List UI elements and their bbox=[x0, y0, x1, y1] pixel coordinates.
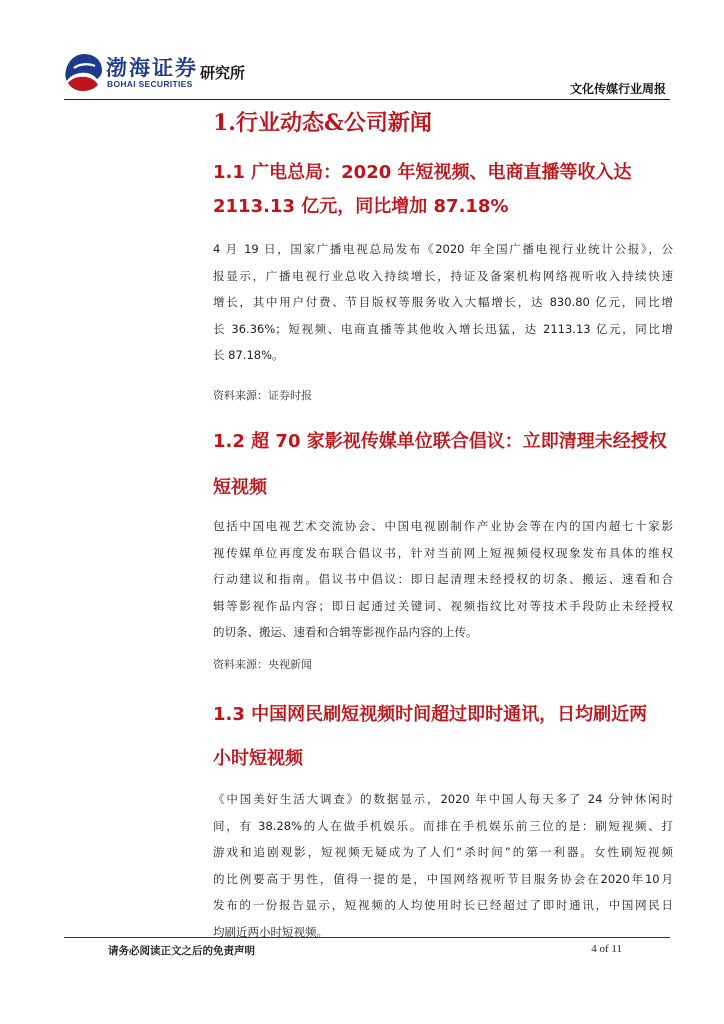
news-body-1-3 bbox=[213, 786, 673, 945]
news-heading-1-3 bbox=[213, 698, 671, 776]
heading-line: 1.1 广电总局：2020 年短视频、电商直播等收入达 bbox=[213, 162, 632, 183]
body-line: 游戏和追剧观影，短视频无疑成为了人们“杀时间”的第一利器。女性刷短视频 bbox=[213, 845, 673, 859]
news-source-1-1: 资料来源：证券时报 bbox=[213, 389, 312, 402]
news-source-1-2: 资料来源：央视新闻 bbox=[213, 658, 312, 671]
body-line: 的比例要高于男性，值得一提的是，中国网络视听节目服务协会在2020年10月 bbox=[213, 871, 673, 886]
body-line: 增长，其中用户付费、节目版权等服务收入大幅增长，达 830.80 亿元，同比增 bbox=[213, 295, 673, 309]
body-line: 《中国美好生活大调查》的数据显示，2020 年中国人每天多了 24 分钟休闲时 bbox=[213, 792, 673, 806]
news-heading-1-2 bbox=[213, 425, 671, 505]
footer-divider bbox=[64, 937, 670, 938]
report-type: 文化传媒行业周报 bbox=[569, 82, 666, 96]
page-header bbox=[0, 0, 724, 100]
body-line: 包括中国电视艺术交流协会、中国电视剧制作产业协会等在内的国内超七十家影 bbox=[213, 519, 673, 533]
logo-en-text: BOHAI SECURITIES bbox=[107, 79, 193, 89]
body-line: 的切条、搬运、速看和合辑等影视作品内容的上传。 bbox=[213, 625, 478, 639]
body-line: 4 月 19 日，国家广播电视总局发布《2020 年全国广播电视行业统计公报》，公 bbox=[213, 242, 673, 256]
disclaimer-note: 请务必阅读正文之后的免责声明 bbox=[108, 945, 255, 957]
news-heading-1-1 bbox=[213, 156, 671, 224]
heading-line: 1.3 中国网民刷短视频时间超过即时通讯，日均刷近两 bbox=[213, 704, 648, 725]
section-heading: 1.行业动态&公司新闻 bbox=[213, 110, 432, 136]
body-line: 报显示，广播电视行业总收入持续增长，持证及备案机构网络视听收入持续快速 bbox=[213, 268, 673, 283]
heading-line: 1.2 超 70 家影视传媒单位联合倡议：立即清理未经授权 bbox=[213, 431, 667, 452]
page-number: 4 of 11 bbox=[591, 943, 622, 955]
body-line: 均刷近两小时短视频。 bbox=[213, 924, 328, 939]
heading-line: 短视频 bbox=[213, 477, 267, 498]
body-line: 长 36.36%；短视频、电商直播等其他收入增长迅猛，达 2113.13 亿元，同比增 bbox=[213, 321, 673, 336]
heading-line: 小时短视频 bbox=[213, 748, 303, 769]
news-body-1-1 bbox=[213, 236, 673, 369]
body-line: 发布的一份报告显示，短视频的人均使用时长已经超过了即时通讯，中国网民日 bbox=[213, 898, 673, 912]
body-line: 视传媒单位再度发布联合倡议书，针对当前网上短视频侵权现象发布具体的维权 bbox=[213, 545, 673, 560]
body-line: 长 87.18%。 bbox=[213, 348, 284, 362]
body-line: 辑等影视作品内容；即日起通过关键词、视频指纹比对等技术手段防止未经授权 bbox=[213, 598, 673, 613]
bohai-logo-icon bbox=[64, 52, 104, 92]
news-body-1-2 bbox=[213, 513, 673, 646]
logo-cn-text: 渤海证券 bbox=[106, 55, 198, 80]
header-divider bbox=[64, 99, 670, 100]
logo-institute-text: 研究所 bbox=[200, 64, 246, 82]
heading-line: 2113.13 亿元，同比增加 87.18% bbox=[213, 196, 509, 217]
body-line: 间，有 38.28%的人在做手机娱乐。而排在手机娱乐前三位的是：刷短视频、打 bbox=[213, 818, 673, 833]
body-line: 行动建议和指南。倡议书中倡议：即日起清理未经授权的切条、搬运、速看和合 bbox=[213, 572, 673, 586]
